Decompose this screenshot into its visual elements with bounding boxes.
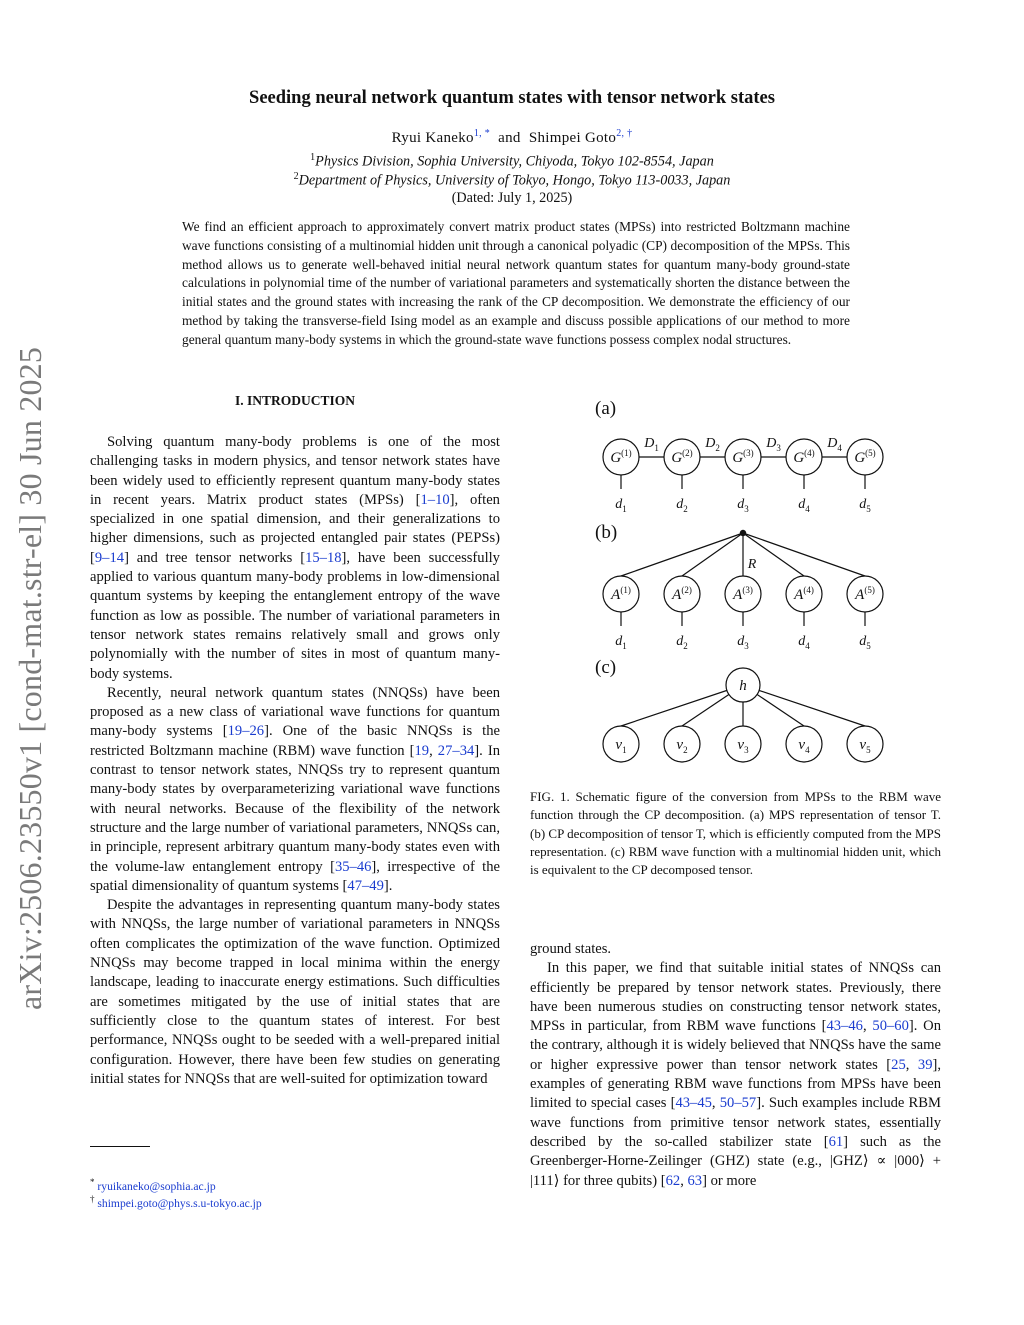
text-run: ,	[905, 1056, 918, 1073]
physical-label: $d_3$	[737, 634, 749, 651]
citation-link[interactable]: 47–49	[347, 877, 384, 894]
paragraph-1	[90, 433, 500, 684]
rbm-edge	[621, 685, 743, 726]
citation-link[interactable]: 27–34	[437, 742, 475, 759]
cp-node-label: $A^{(3)}$	[733, 585, 753, 603]
physical-label: $d_3$	[737, 497, 749, 514]
cp-node-label: $A^{(5)}$	[855, 585, 875, 603]
visible-unit-label: $v_1$	[615, 737, 627, 755]
arxiv-stamp: arXiv:2506.23550v1 [cond-mat.str-el] 30 Jun 2025	[12, 346, 48, 1010]
footnote-2-email[interactable]: shimpei.goto@phys.s.u-tokyo.ac.jp	[97, 1196, 262, 1210]
panel-label-c: (c)	[595, 657, 617, 678]
cp-node-label: $A^{(1)}$	[611, 585, 631, 603]
physical-label: $d_4$	[798, 634, 810, 651]
visible-unit-label: $v_3$	[737, 737, 749, 755]
figure-1	[585, 390, 925, 770]
text-run: ] or more	[702, 1172, 757, 1189]
text-run: ] such as the Greenberger-Horne-Zeilinger (GHZ) state (e.g., |GHZ⟩ ∝ |000⟩ + |111⟩ for three qubits) [	[530, 1133, 941, 1189]
paragraph-2	[90, 684, 500, 896]
cp-edge	[621, 533, 743, 576]
rank-label: R	[747, 557, 757, 572]
mps-node-label: $G^{(1)}$	[610, 448, 632, 466]
citation-link[interactable]: 63	[687, 1172, 703, 1189]
bond-label: $D_3$	[766, 436, 781, 453]
citation-link[interactable]: 19	[414, 742, 430, 759]
citation-link[interactable]: 50–60	[872, 1018, 909, 1035]
author-1: Ryui Kaneko	[391, 130, 474, 146]
bond-label: $D_4$	[827, 436, 842, 453]
footnote-1-mark: *	[90, 1177, 95, 1187]
author-1-mark[interactable]: 1, *	[473, 128, 491, 139]
citation-link[interactable]: 25	[891, 1056, 906, 1073]
cp-node-label: $A^{(2)}$	[672, 585, 692, 603]
cp-node-label: $A^{(4)}$	[794, 585, 814, 603]
mps-node-label: $G^{(4)}$	[793, 448, 815, 466]
rbm-edge	[743, 685, 865, 726]
footnote-1-email[interactable]: ryuikaneko@sophia.ac.jp	[97, 1179, 216, 1193]
visible-unit-label: $v_5$	[859, 737, 871, 755]
mps-node-label: $G^{(2)}$	[671, 448, 693, 466]
text-run: ]. One of the basic NNQSs is the restricted Boltzmann machine (RBM) wave function [	[90, 723, 500, 759]
cp-hub-dot	[740, 530, 746, 536]
paragraph-3: Despite the advantages in representing quantum many-body states with NNQSs, the large number of variational parameters in NNQSs often complicates the optimization of the wave function. Optimized NNQSs may become trapped in local minima within the energy landscape, leading to inaccurate energy estimations. Such difficulties are sometimes mitigated by the use of initial states that are sufficiently close to the quantum states of interest. For best performance, NNQSs ought to be seeded with a well-prepared initial configuration. However, there have been few studies on generating initial states for NNQSs that are well-suited for optimization toward	[90, 897, 500, 1087]
text-run: ], examples of generating RBM wave functions from MPSs have been limited to special cases [	[530, 1056, 941, 1112]
author-and: and	[498, 130, 521, 146]
text-run: ]. On the contrary, although it is widely believed that NNQSs have the same or higher expressive power than tensor network states [	[530, 1018, 942, 1073]
physical-label: $d_2$	[676, 634, 688, 651]
mps-node-label: $G^{(3)}$	[732, 448, 754, 466]
footnote-2	[90, 1194, 262, 1210]
text-run: ]. Such examples include RBM wave functions from primitive tensor network states, essentially described by the so-called stabilizer state [	[530, 1095, 941, 1150]
citation-link[interactable]: 62	[665, 1172, 681, 1189]
footnote-1	[90, 1177, 216, 1193]
text-run: ,	[862, 1018, 873, 1035]
panel-label-b: (b)	[595, 522, 618, 543]
physical-label: $d_2$	[676, 497, 688, 514]
panel-label-a: (a)	[595, 398, 617, 419]
left-column	[90, 433, 500, 1089]
text-run: ], often specialized in one spatial dimension, and their generalizations to higher dimensions, such as projected entangled pair states (PEPSs) [	[90, 491, 500, 566]
physical-label: $d_1$	[615, 497, 627, 514]
text-run: ,	[680, 1172, 688, 1189]
affiliation-2	[0, 171, 1024, 190]
right-column	[530, 940, 941, 1191]
footnote-rule	[90, 1146, 150, 1147]
text-run: ,	[429, 742, 438, 759]
paper-title: Seeding neural network quantum states with tensor network states	[249, 88, 775, 108]
paragraph-right-1	[530, 959, 941, 1191]
citation-link[interactable]: 43–45	[675, 1095, 712, 1112]
author-line	[0, 128, 1024, 147]
author-2: Shimpei Goto	[528, 130, 617, 146]
mps-node-label: $G^{(5)}$	[854, 448, 876, 466]
physical-label: $d_4$	[798, 497, 810, 514]
visible-unit-label: $v_2$	[676, 737, 688, 755]
affiliation-1	[0, 152, 1024, 171]
hidden-unit-label: h	[739, 678, 747, 694]
affiliation-2-text: Department of Physics, University of Tokyo, Hongo, Tokyo 113-0033, Japan	[298, 172, 731, 189]
figure-caption: FIG. 1. Schematic figure of the conversion from MPSs to the RBM wave function through the CP decomposition. (a) MPS representation of tensor T. (b) CP decomposition of tensor T, which is efficiently computed from the MPS representation. (c) RBM wave function with a multinomial hidden unit, which is equivalent to the CP decomposed tensor.	[530, 789, 941, 878]
citation-link[interactable]: 19–26	[227, 723, 265, 740]
affiliation-1-num: 1	[310, 152, 316, 163]
author-2-mark[interactable]: 2, †	[616, 128, 633, 139]
text-run: ], irrespective of the spatial dimensionality of quantum systems [	[90, 858, 500, 894]
text-run: Solving quantum many-body problems is one of the most challenging tasks in modern physics, and tensor network states have been widely used to efficiently represent quantum many-body states in recent years. Matrix product states (MPSs) [	[90, 434, 500, 508]
text-run: ], have been successfully applied to various quantum many-body problems in low-dimensional quantum systems by keeping the entanglement entropy of the wave function as low as possible. The number of variational parameters in tensor network states remains relatively small and grows only polynomially with the number of sites in most of quantum many-body systems.	[90, 549, 500, 682]
text-run: ,	[711, 1095, 720, 1112]
citation-link[interactable]: 35–46	[334, 858, 372, 875]
citation-link[interactable]: 15–18	[305, 549, 342, 566]
text-run: ] and tree tensor networks [	[124, 549, 306, 566]
citation-link[interactable]: 61	[828, 1133, 844, 1150]
citation-link[interactable]: 39	[917, 1056, 933, 1073]
text-run: Recently, neural network quantum states (NNQSs) have been proposed as a new class of variational wave functions for quantum many-body systems [	[90, 684, 500, 740]
text-run: ].	[383, 877, 393, 894]
footnote-2-mark: †	[90, 1194, 95, 1204]
citation-link[interactable]: 43–46	[826, 1018, 863, 1035]
dated-line: (Dated: July 1, 2025)	[451, 190, 573, 206]
citation-link[interactable]: 1–10	[420, 491, 450, 508]
bond-label: $D_2$	[705, 436, 720, 453]
bond-label: $D_1$	[644, 436, 659, 453]
cp-edge	[743, 533, 865, 576]
paragraph-continued: ground states.	[530, 941, 612, 957]
affiliation-1-text: Physics Division, Sophia University, Chiyoda, Tokyo 102-8554, Japan	[315, 153, 714, 170]
visible-unit-label: $v_4$	[798, 737, 810, 755]
physical-label: $d_5$	[859, 497, 871, 514]
physical-label: $d_5$	[859, 634, 871, 651]
abstract: We find an efficient approach to approximately convert matrix product states (MPSs) into restricted Boltzmann machine wave functions consisting of a multinomial hidden unit through a canonical polyadic (CP) decomposition of the MPSs. This method allows us to generate well-behaved initial neural network quantum states for quantum many-body ground-state calculations in polynomial time of the number of variational parameters and systematically shorten the distance between the initial states and the ground states with increasing the rank of the CP decomposition. We demonstrate the efficiency of our method by taking the transverse-field Ising model as an example and discuss possible applications of our method to more general quantum many-body systems in which the ground-state wave functions possess complex nodal structures.	[182, 219, 850, 347]
section-heading: I. INTRODUCTION	[234, 393, 356, 408]
text-run: ]. In contrast to tensor network states, NNQSs try to represent quantum many-body states by overparameterizing variational wave functions with neural networks. Because of the flexibility of the network structure and the large number of variational parameters, NNQSs can, in principle, represent arbitrary quantum many-body states even with the volume-law entanglement entropy [	[90, 742, 500, 875]
physical-label: $d_1$	[615, 634, 627, 651]
cp-edge	[682, 533, 743, 576]
affiliation-2-num: 2	[293, 171, 299, 182]
text-run: In this paper, we find that suitable initial states of NNQSs can efficiently be prepared by tensor network states. Previously, there have been numerous studies on constructing tensor network states, MPSs in particular, from RBM wave functions [	[530, 960, 941, 1035]
citation-link[interactable]: 50–57	[719, 1095, 757, 1112]
citation-link[interactable]: 9–14	[94, 549, 125, 566]
